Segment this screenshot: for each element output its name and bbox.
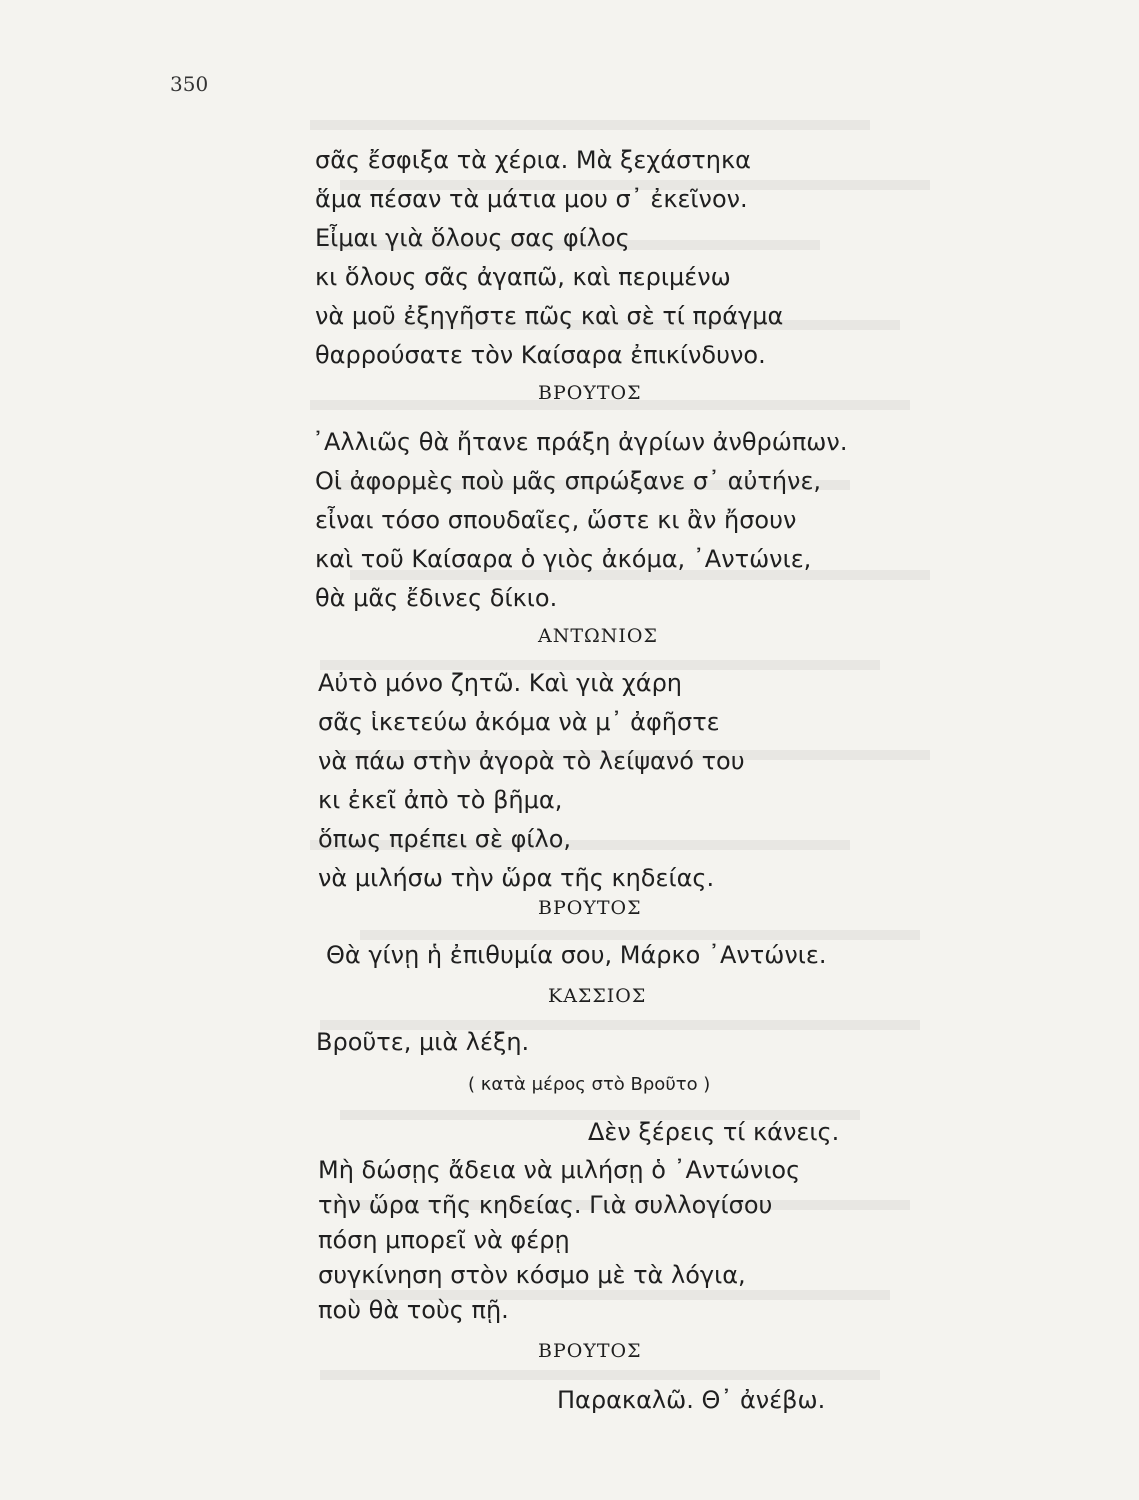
verse-line: κι ὅλους σᾶς ἀγαπῶ, καὶ περιμένω xyxy=(315,263,731,291)
verse-line: καὶ τοῦ Καίσαρα ὁ γιὸς ἀκόμα, ᾿Αντώνιε, xyxy=(315,545,812,573)
verse-line: Δὲν ξέρεις τί κάνεις. xyxy=(588,1118,840,1146)
stage-direction: ( κατὰ μέρος στὸ Βροῦτο ) xyxy=(468,1074,711,1095)
verse-line: πόση μπορεῖ νὰ φέρῃ xyxy=(318,1226,570,1254)
verse-line: Παρακαλῶ. Θ᾽ ἀνέβω. xyxy=(557,1386,826,1414)
speaker-name: ΒΡΟΥΤΟΣ xyxy=(538,897,642,919)
verse-line: θαρρούσατε τὸν Καίσαρα ἐπικίνδυνο. xyxy=(315,341,766,369)
speaker-name: ΒΡΟΥΤΟΣ xyxy=(538,382,642,404)
verse-line: συγκίνηση στὸν κόσμο μὲ τὰ λόγια, xyxy=(318,1261,746,1289)
verse-line: Μὴ δώσῃς ἄδεια νὰ μιλήσῃ ὁ ᾿Αντώνιος xyxy=(318,1156,801,1184)
verse-line: σᾶς ἱκετεύω ἀκόμα νὰ μ᾽ ἀφῆστε xyxy=(318,708,720,736)
verse-line: ἅμα πέσαν τὰ μάτια μου σ᾽ ἐκεῖνον. xyxy=(315,185,748,213)
verse-line: Οἱ ἀφορμὲς ποὺ μᾶς σπρώξανε σ᾽ αὐτήνε, xyxy=(315,467,822,495)
verse-line: νὰ μιλήσω τὴν ὥρα τῆς κηδείας. xyxy=(318,864,715,892)
page-number: 350 xyxy=(170,72,209,96)
verse-line: Εἶμαι γιὰ ὅλους σας φίλος xyxy=(315,224,630,252)
verse-line: νὰ μοῦ ἐξηγῆστε πῶς καὶ σὲ τί πράγμα xyxy=(315,302,784,330)
verse-line: ᾿Αλλιῶς θὰ ἤτανε πράξη ἀγρίων ἀνθρώπων. xyxy=(312,428,848,456)
verse-line: τὴν ὥρα τῆς κηδείας. Γιὰ συλλογίσου xyxy=(318,1191,773,1219)
verse-line: θὰ μᾶς ἔδινες δίκιο. xyxy=(315,584,558,612)
verse-line: νὰ πάω στὴν ἀγορὰ τὸ λείψανό του xyxy=(318,747,745,775)
verse-line: ποὺ θὰ τοὺς πῇ. xyxy=(318,1296,509,1324)
verse-line: Θὰ γίνῃ ἡ ἐπιθυμία σου, Μάρκο ᾿Αντώνιε. xyxy=(326,941,827,969)
verse-line: Βροῦτε, μιὰ λέξη. xyxy=(316,1028,530,1056)
verse-line: σᾶς ἔσφιξα τὰ χέρια. Μὰ ξεχάστηκα xyxy=(315,146,751,174)
verse-line: ὅπως πρέπει σὲ φίλο, xyxy=(318,825,572,853)
verse-line: κι ἐκεῖ ἀπὸ τὸ βῆμα, xyxy=(318,786,563,814)
speaker-name: ΑΝΤΩΝΙΟΣ xyxy=(538,625,658,647)
verse-line: εἶναι τόσο σπουδαῖες, ὥστε κι ἂν ἤσουν xyxy=(315,506,797,534)
verse-line: Αὐτὸ μόνο ζητῶ. Καὶ γιὰ χάρη xyxy=(318,669,683,697)
speaker-name: ΚΑΣΣΙΟΣ xyxy=(548,985,647,1007)
speaker-name: ΒΡΟΥΤΟΣ xyxy=(538,1340,642,1362)
